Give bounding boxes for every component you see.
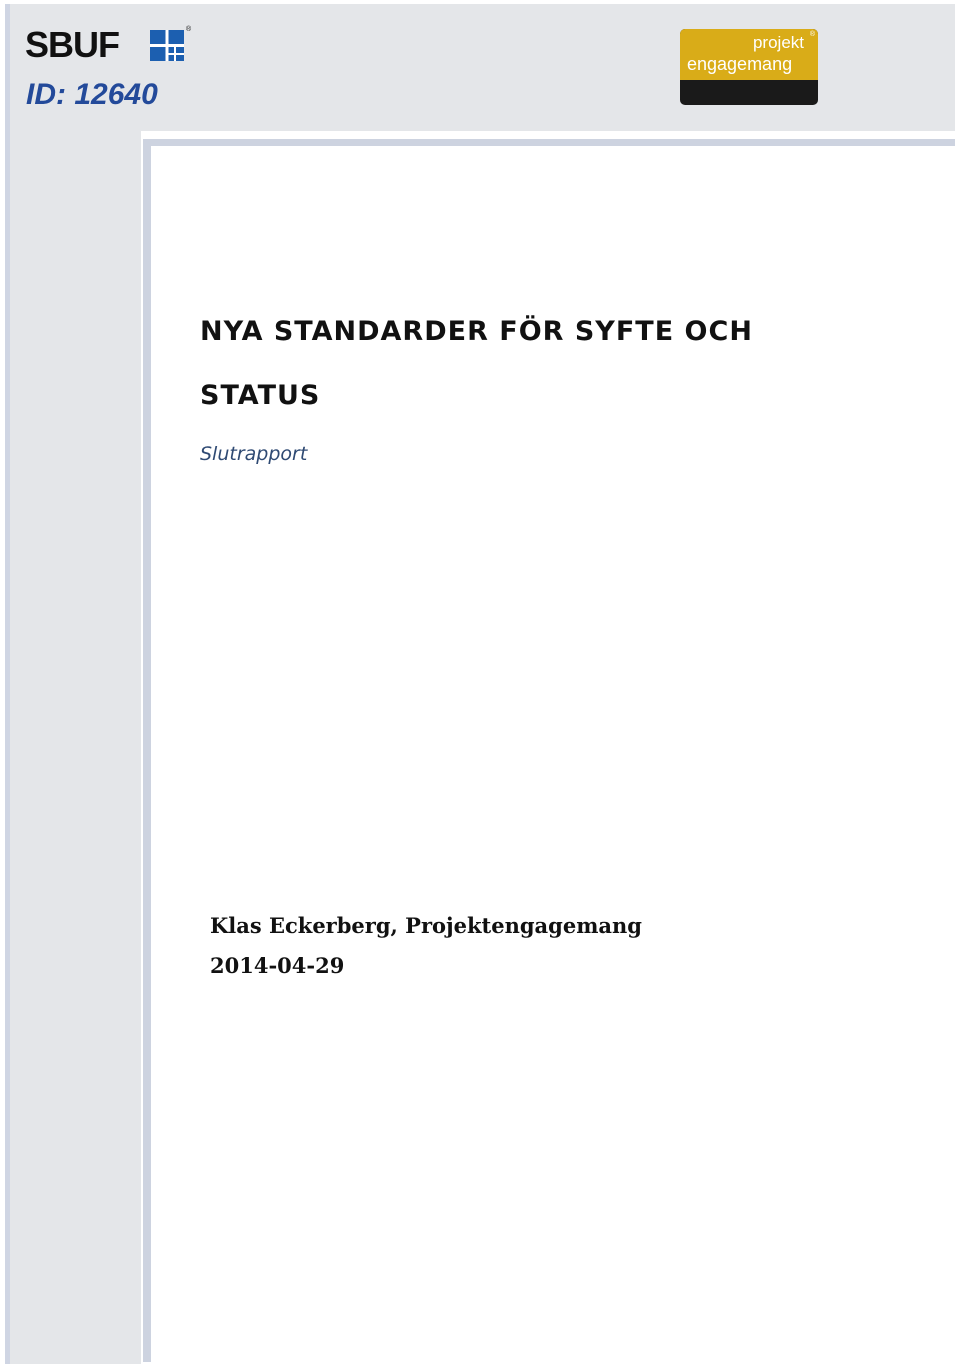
logo-registered-mark: ® (809, 31, 815, 38)
sbuf-grid-icon (150, 30, 184, 61)
report-subtitle: Slutrapport (200, 443, 308, 465)
logo-line-projekt: projekt (752, 33, 804, 52)
report-author: Klas Eckerberg, Projektengagemang (210, 913, 642, 938)
report-date: 2014-04-29 (210, 953, 345, 978)
document-id: ID: 12640 (26, 78, 158, 111)
left-edge-stripe (5, 4, 10, 1364)
sbuf-logo (25, 24, 193, 65)
report-title: NYA STANDARDER FÖR SYFTE OCH STATUS (200, 316, 753, 411)
projektengagemang-logo (680, 29, 818, 105)
logo-gold-panel (680, 29, 818, 80)
sbuf-logo-text: SBUF (25, 24, 119, 65)
logo-line-engagemang: engagemang (687, 54, 793, 74)
content-border-top (143, 139, 955, 146)
sbuf-registered-mark: ® (186, 26, 192, 33)
content-border-left (143, 146, 151, 1362)
